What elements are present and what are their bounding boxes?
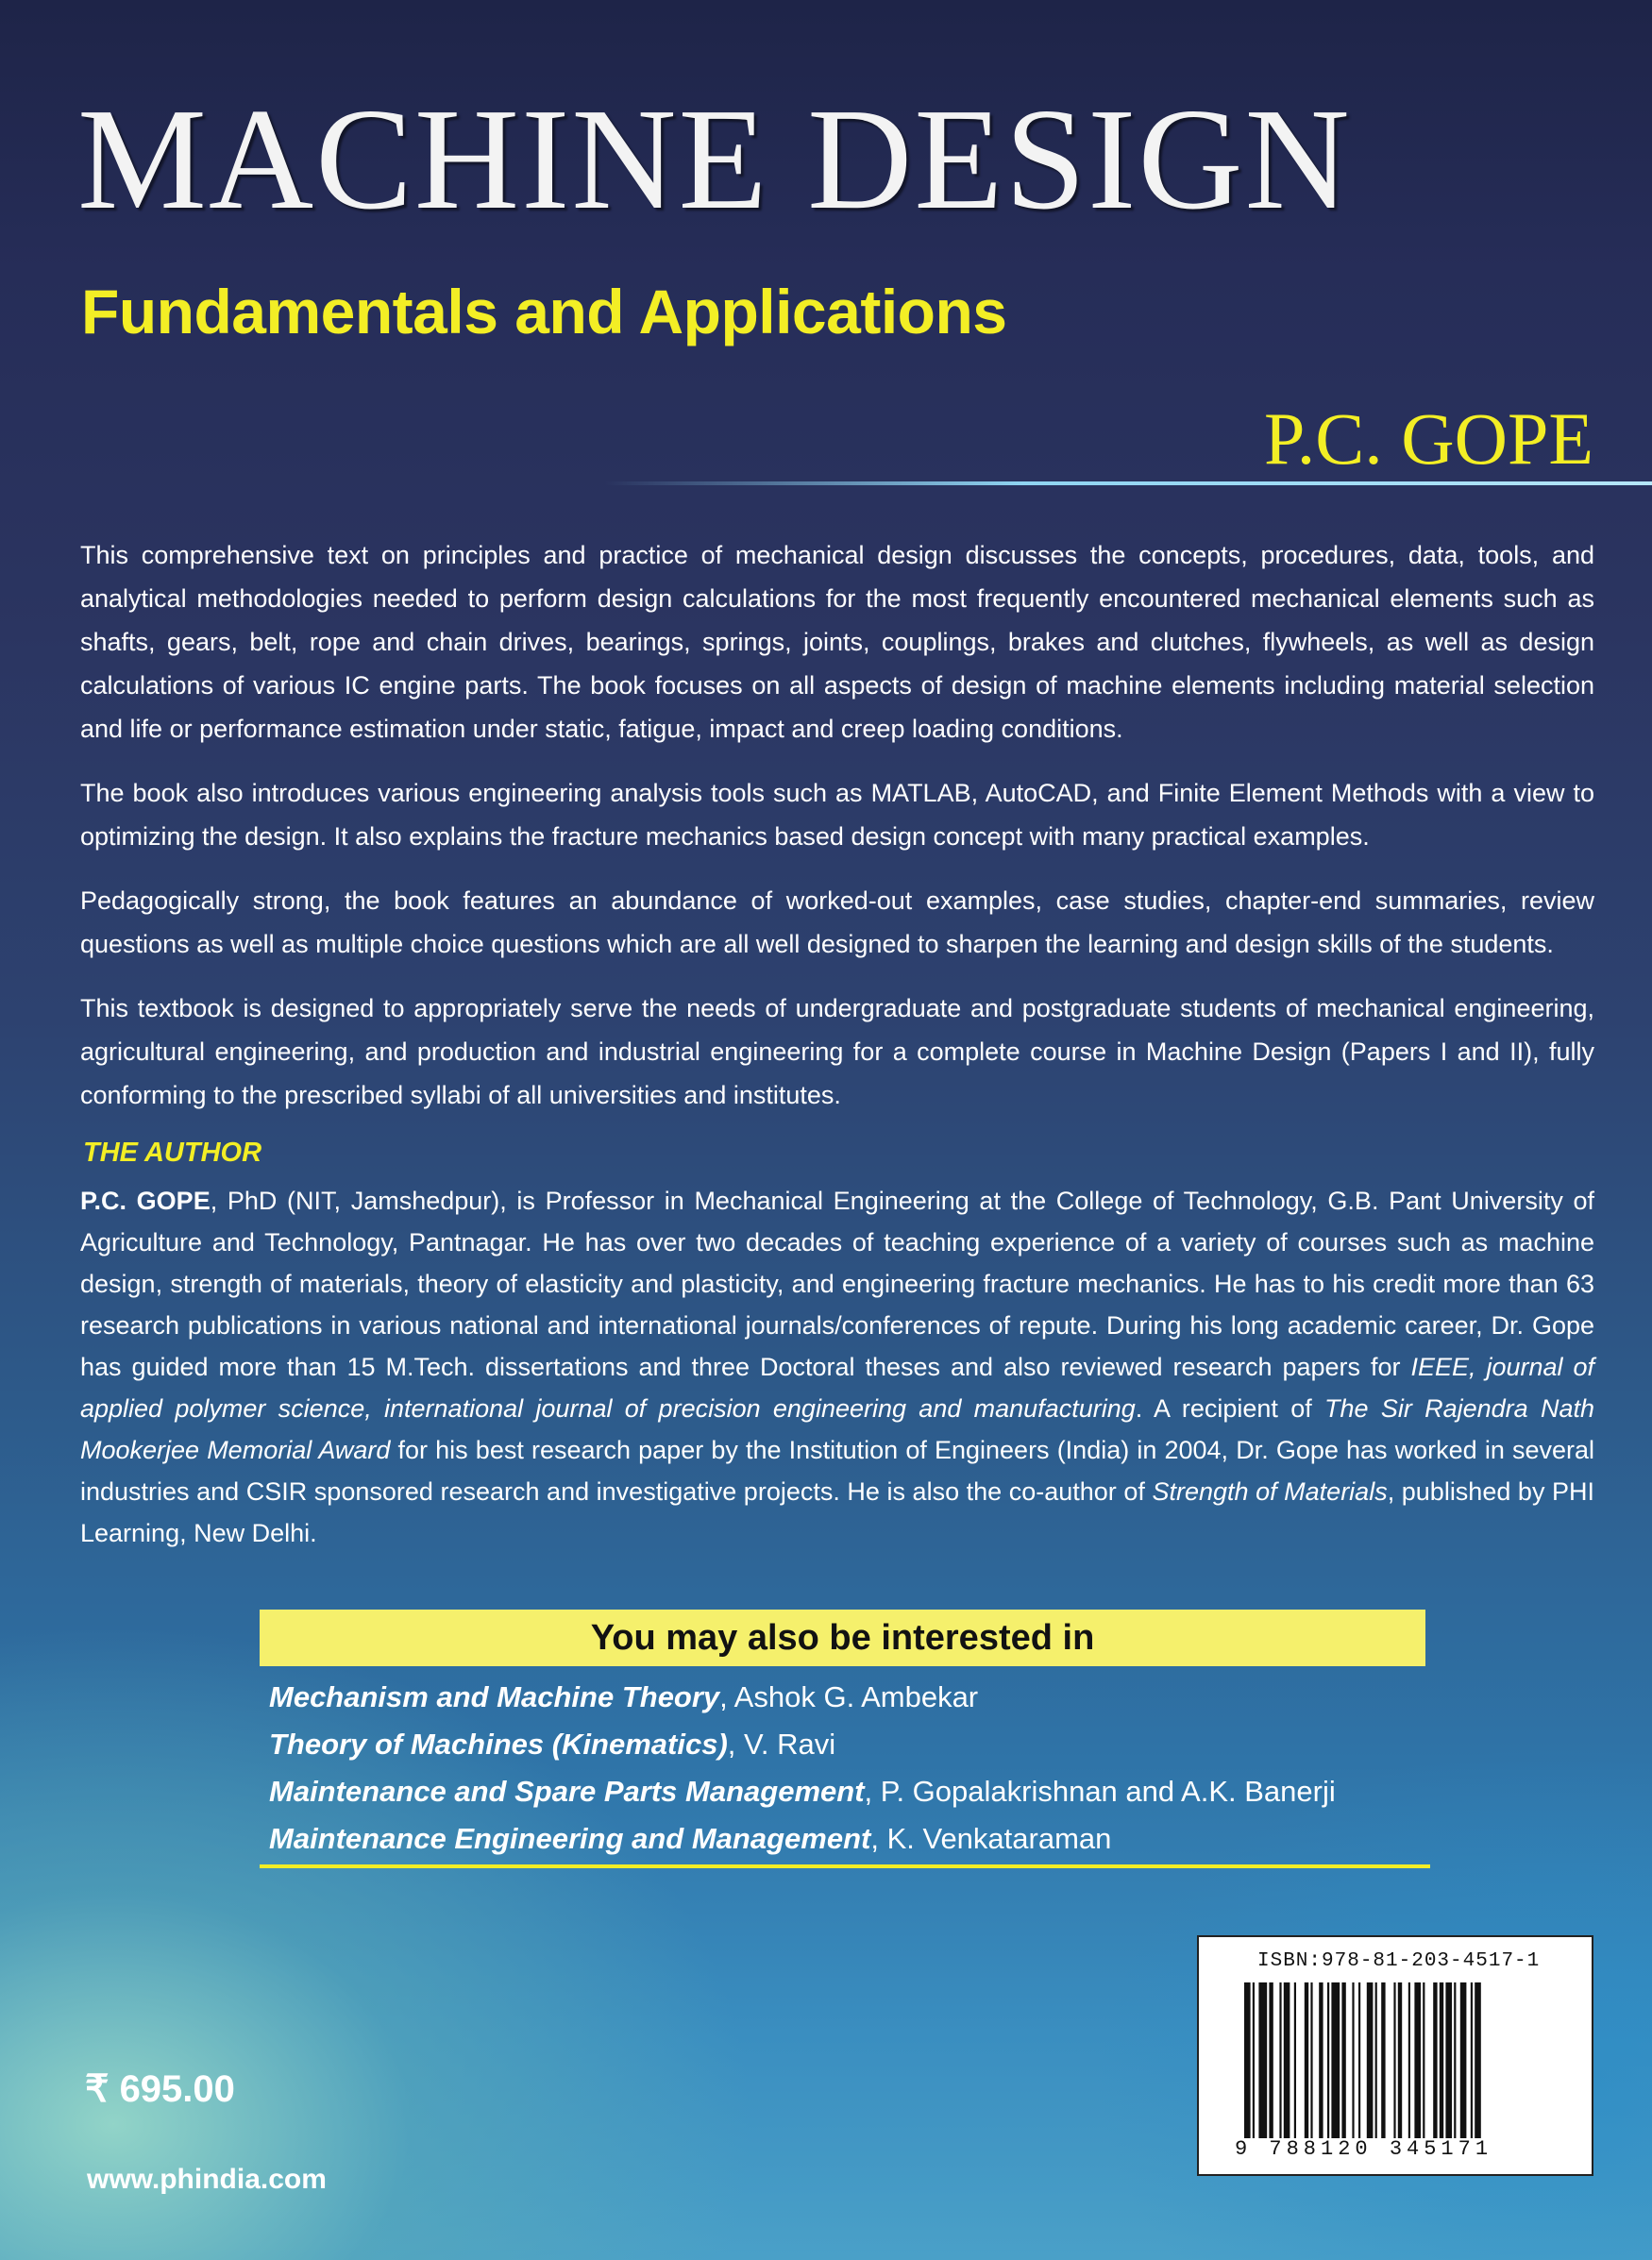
related-book-author: , Ashok G. Ambekar	[719, 1680, 979, 1713]
bio-text: , published by PHI Learning, New Delhi.	[80, 1477, 1595, 1547]
book-subtitle: Fundamentals and Applications	[81, 277, 1007, 346]
barcode-bar	[1358, 1982, 1360, 2138]
isbn-barcode-panel	[1197, 1935, 1593, 2176]
barcode-bar	[1475, 1982, 1481, 2138]
publisher-website[interactable]: www.phindia.com	[87, 2164, 327, 2195]
related-book-item	[269, 1721, 1430, 1768]
barcode-bar	[1433, 1982, 1437, 2138]
related-books-heading: You may also be interested in	[260, 1610, 1425, 1666]
barcode-bar	[1414, 1982, 1421, 2138]
barcode-bar	[1279, 1982, 1281, 2138]
barcode-bar	[1471, 1982, 1473, 2138]
description-paragraph: This comprehensive text on principles and practice of mechanical design discusses the concepts, procedures, data, tools, and analytical methodologies needed to perform design calculations for the most frequently encountered mechanical elements such as shafts, gears, belt, rope and chain drives, bearings, springs, joints, couplings, brakes and clutches, flywheels, as well as design calculations of various IC engine parts. The book focuses on all aspects of design of machine elements including material selection and life or performance estimation under static, fatigue, impact and creep loading conditions.	[80, 541, 1594, 743]
barcode-bar	[1398, 1982, 1402, 2138]
bio-award: The Sir Rajendra Nath Mookerjee Memorial Award	[80, 1394, 1595, 1464]
barcode-bar	[1310, 1982, 1312, 2138]
barcode-bar	[1367, 1982, 1374, 2138]
related-book-author: , K. Venkataraman	[870, 1822, 1112, 1855]
related-book-title: Maintenance Engineering and Management	[269, 1822, 871, 1855]
barcode-bar	[1331, 1982, 1340, 2138]
barcode-bar	[1375, 1982, 1377, 2138]
related-book-author: , V. Ravi	[727, 1728, 836, 1761]
barcode-bar	[1269, 1982, 1273, 2138]
isbn-number: 9 788120 345171	[1235, 2137, 1493, 2161]
barcode-icon	[1244, 1982, 1556, 2138]
barcode-bar	[1305, 1982, 1308, 2138]
bio-text: for his best research paper by the Institution of Engineers (India) in 2004, Dr. Gope has worked in several industries and CSIR sponsored research and investigative projects. He is also the co-author of	[80, 1436, 1595, 1506]
barcode-bar	[1258, 1982, 1267, 2138]
barcode-bar	[1423, 1982, 1424, 2138]
barcode-bar	[1244, 1982, 1251, 2138]
barcode-bar	[1327, 1982, 1329, 2138]
price: ₹ 695.00	[85, 2068, 235, 2110]
bio-text: , PhD (NIT, Jamshedpur), is Professor in Mechanical Engineering at the College of Technology, G.B. Pant University of Agriculture and Technology, Pantnagar. He has over two decades of teaching experience of a variety of courses such as machine design, strength of materials, theory of elasticity and plasticity, and engineering fracture mechanics. He has to his credit more than 63 research publications in various national and international journals/conferences of repute. During his long academic career, Dr. Gope has guided more than 15 M.Tech. dissertations and three Doctoral theses and also reviewed research papers for	[80, 1187, 1594, 1381]
author-bio	[80, 1180, 1594, 1554]
related-book-item	[269, 1674, 1430, 1721]
author-underline	[604, 481, 1652, 485]
description-paragraph: The book also introduces various engineering analysis tools such as MATLAB, AutoCAD, and Finite Element Methods with a view to optimizing the design. It also explains the fracture mechanics based design concept with many practical examples.	[80, 779, 1594, 851]
barcode-bar	[1253, 1982, 1255, 2138]
barcode-bar	[1408, 1982, 1410, 2138]
barcode-bar	[1294, 1982, 1296, 2138]
related-book-item	[269, 1815, 1430, 1863]
barcode-bar	[1454, 1982, 1456, 2138]
barcode-bar	[1352, 1982, 1354, 2138]
barcode-bar	[1381, 1982, 1385, 2138]
barcode-bar	[1460, 1982, 1467, 2138]
bio-text: . A recipient of	[1135, 1394, 1325, 1423]
related-books-box	[260, 1610, 1430, 1868]
bio-author-name: P.C. GOPE	[80, 1187, 211, 1215]
barcode-bar	[1445, 1982, 1452, 2138]
book-description	[80, 533, 1594, 1138]
related-book-title: Maintenance and Spare Parts Management	[269, 1775, 865, 1808]
related-book-title: Mechanism and Machine Theory	[269, 1680, 720, 1713]
author-section-heading: THE AUTHOR	[83, 1138, 262, 1168]
related-book-item	[269, 1768, 1430, 1815]
barcode-bar	[1341, 1982, 1345, 2138]
bio-journals: IEEE, journal of applied polymer science, international journal of precision engineering and manufacturing	[80, 1353, 1594, 1423]
related-books-list	[269, 1674, 1430, 1863]
barcode-bar	[1284, 1982, 1290, 2138]
author-name: P.C. GOPE	[1264, 397, 1593, 480]
barcode-bar	[1319, 1982, 1323, 2138]
related-book-title: Theory of Machines (Kinematics)	[269, 1728, 728, 1761]
description-paragraph: This textbook is designed to appropriately serve the needs of undergraduate and postgraduate students of mechanical engineering, agricultural engineering, and production and industrial engineering for a complete course in Machine Design (Papers I and II), fully conforming to the prescribed syllabi of all universities and institutes.	[80, 994, 1594, 1109]
isbn-label: ISBN:978-81-203-4517-1	[1257, 1950, 1541, 1972]
description-paragraph: Pedagogically strong, the book features an abundance of worked-out examples, case studies, chapter-end summaries, review questions as well as multiple choice questions which are all well designed to sharpen the learning and design skills of the students.	[80, 886, 1594, 958]
barcode-bar	[1393, 1982, 1395, 2138]
barcode-bar	[1440, 1982, 1443, 2138]
bio-coauthored-book: Strength of Materials	[1152, 1477, 1388, 1506]
book-title: MACHINE DESIGN	[77, 79, 1352, 240]
related-book-author: , P. Gopalakrishnan and A.K. Banerji	[864, 1775, 1336, 1808]
